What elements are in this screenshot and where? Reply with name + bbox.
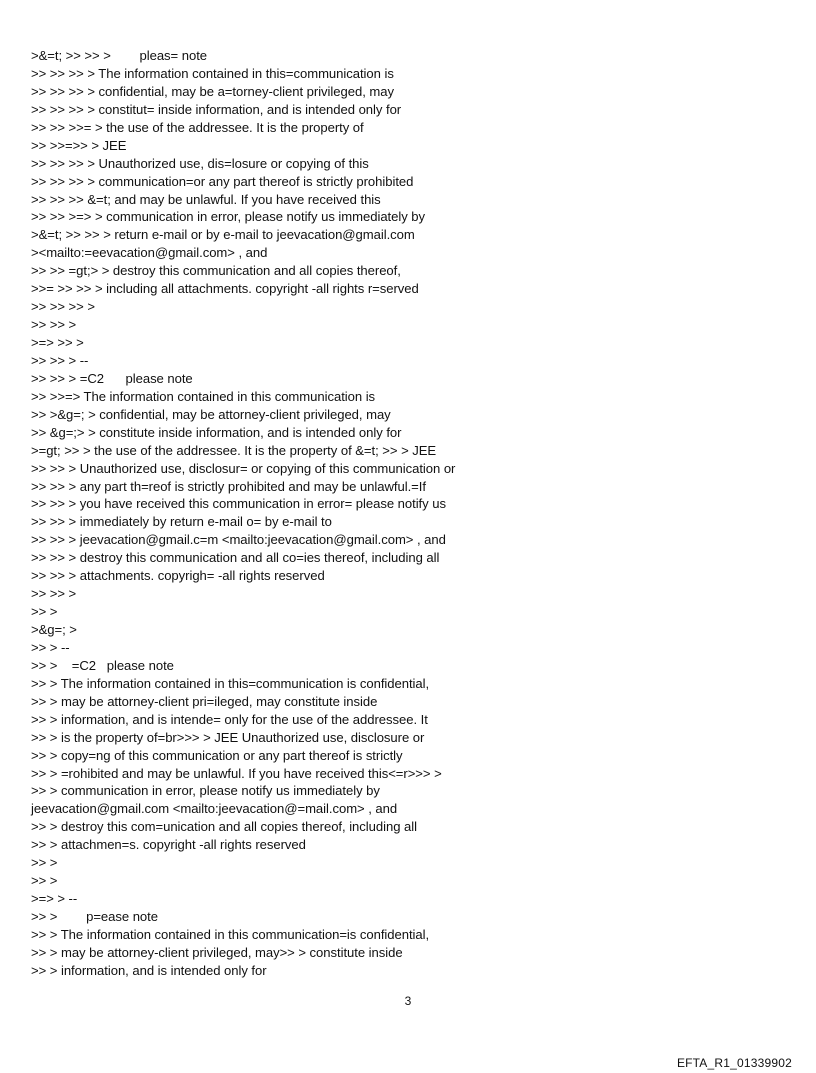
text-line: >> &g=;> > constitute inside information, and is intended only for xyxy=(31,424,402,440)
text-line: >> > is the property of=br>>> > JEE Unauthorized use, disclosure or xyxy=(31,729,425,745)
text-line: >> >> > any part th=reof is strictly prohibited and may be unlawful.=If xyxy=(31,478,426,494)
text-line: >> >> > jeevacation@gmail.c=m <mailto:jeevacation@gmail.com> , and xyxy=(31,532,446,548)
text-line: >> >> > you have received this communication in error= please notify us xyxy=(31,496,446,512)
text-line: >> >> >> > xyxy=(31,299,95,315)
text-line: >> > p=ease note xyxy=(31,909,158,924)
email-text-body xyxy=(31,47,791,980)
page-number: 3 xyxy=(404,994,412,1008)
text-line: >> >> > =C2 please note xyxy=(31,370,193,386)
text-line: >> > destroy this com=unication and all copies thereof, including all xyxy=(31,819,417,835)
text-line: >> > xyxy=(31,873,58,889)
text-line: >=gt; >> > the use of the addressee. It is the property of &=t; >> > JEE xyxy=(31,442,437,458)
text-line: >> >> >> > The information contained in this=communication is xyxy=(31,65,394,81)
document-id: EFTA_R1_01339902 xyxy=(676,1056,792,1070)
text-line: >> >> > xyxy=(31,317,77,333)
text-line: >> > may be attorney-client pri=ileged, may constitute inside xyxy=(31,693,378,709)
text-line: >=> > -- xyxy=(31,891,78,907)
text-line: >> >>=>> > JEE xyxy=(31,137,127,153)
text-line: >> >> >>= > the use of the addressee. It is the property of xyxy=(31,119,364,135)
text-line: >> >> > Unauthorized use, disclosur= or copying of this communication or xyxy=(31,460,456,476)
text-line: >> > may be attorney-client privileged, may>> > constitute inside xyxy=(31,944,403,960)
text-line: >> >> >=> > communication in error, please notify us immediately by xyxy=(31,209,426,225)
text-line: >> >> >> > Unauthorized use, dis=losure or copying of this xyxy=(31,155,369,171)
text-line: >> >> > immediately by return e-mail o= by e-mail to xyxy=(31,514,332,530)
text-line: >> >> > destroy this communication and all co=ies thereof, including all xyxy=(31,550,440,566)
text-line: jeevacation@gmail.com <mailto:jeevacation@=mail.com> , and xyxy=(31,801,398,817)
text-line: >> > -- xyxy=(31,639,70,655)
text-line: >> >> > attachments. copyrigh= -all rights reserved xyxy=(31,568,325,584)
text-line: >> >> =gt;> > destroy this communication and all copies thereof, xyxy=(31,263,401,279)
text-line: >> > attachmen=s. copyright -all rights reserved xyxy=(31,837,306,853)
text-line: >> > The information contained in this communication=is confidential, xyxy=(31,926,430,942)
text-line: >> > communication in error, please notify us immediately by xyxy=(31,783,380,799)
text-line: >> >&g=; > confidential, may be attorney-client privileged, may xyxy=(31,406,391,422)
text-line: >> > copy=ng of this communication or any part thereof is strictly xyxy=(31,747,403,763)
text-line: >> >> >> > communication=or any part thereof is strictly prohibited xyxy=(31,173,414,189)
text-line: >> > xyxy=(31,855,58,871)
text-line: >&=t; >> >> > return e-mail or by e-mail to jeevacation@gmail.com xyxy=(31,227,415,243)
text-line: >> > =rohibited and may be unlawful. If you have received this<=r>>> > xyxy=(31,765,442,781)
text-line: >> >> >> &=t; and may be unlawful. If you have received this xyxy=(31,191,381,207)
text-line: >> >> >> > constitut= inside information, and is intended only for xyxy=(31,101,402,117)
text-line: >>= >> >> > including all attachments. copyright -all rights r=served xyxy=(31,281,419,297)
text-line: >> >> > xyxy=(31,586,77,602)
text-line: >&g=; > xyxy=(31,622,77,637)
text-line: >> >> >> > confidential, may be a=torney-client privileged, may xyxy=(31,83,394,99)
text-line: >> >>=> The information contained in this communication is xyxy=(31,388,376,404)
text-line: >=> >> > xyxy=(31,335,84,350)
text-line: >> >> > -- xyxy=(31,352,89,368)
text-line: >> > information, and is intende= only for the use of the addressee. It xyxy=(31,711,428,727)
text-line: >&=t; >> >> > pleas= note xyxy=(31,48,208,63)
text-line: >> > The information contained in this=communication is confidential, xyxy=(31,675,430,691)
text-line: >> > =C2 please note xyxy=(31,657,174,673)
text-line: >> > information, and is intended only for xyxy=(31,962,267,978)
text-line: ><mailto:=eevacation@gmail.com> , and xyxy=(31,245,268,261)
text-line: >> > xyxy=(31,604,58,620)
